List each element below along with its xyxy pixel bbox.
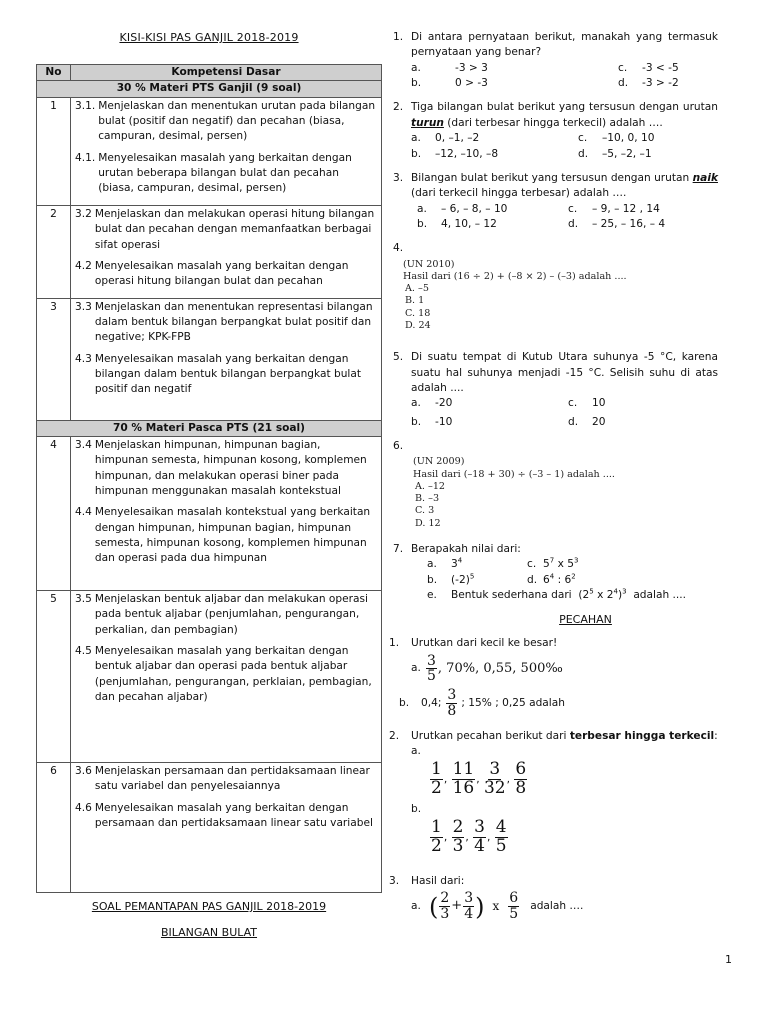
row-number: 5 [37,590,71,762]
option-b: $\frac{1}{2}$ , $\frac{2}{3}$ , $\frac{3}{4}$ , $\frac{4}{5}$ [431,817,507,857]
competency-item: 4.1. Menyelesaikan masalah yang berkaitan dengan urutan beberapa bilangan bulat dan pecahan (biasa, campuran, desimal, persen) [75,151,352,195]
right-column [389,30,718,931]
pecahan-question-2: 2. Urutkan pecahan berikut dari terbesar hingga terkecil: a. $\frac{1}{2}$ , $\frac{11}{16}$ , $\frac{3}{32}$ , $\frac{6}{8}$ b. $\frac{1}{2}$ , $\frac{2}{3}$ , $\frac{3}{4}$ , $\frac{4}{5}$ [389,729,718,857]
question-text: Di antara pernyataan berikut, manakah yang termasuk pernyataan yang benar? [411,31,718,59]
option-a-label: a. [411,744,421,757]
option-a: A. –12 [415,480,446,492]
option-c: C. 3 [415,505,435,517]
header-no: No [37,64,71,80]
row-number: 2 [37,205,71,298]
question-1: 1. Di antara pernyataan berikut, manakah yang termasuk pernyataan yang benar? a. -3 > 3 c. -3 < -5 b. 0 > -3 d. -3 > -2 [393,30,718,91]
option-d: d. -3 > -2 [618,77,679,90]
question-text: Urutkan dari kecil ke besar! [411,637,558,650]
option-d: d. 20 [568,415,606,428]
competency-item: 4.4 Menyelesaikan masalah kontekstual yang berkaitan dengan himpunan, himpunan bagian, himpunan semesta, himpunan kosong, komplemen himpunan dan operasi pada dua himpunan [75,506,371,565]
table-row [37,590,382,762]
document-title: KISI-KISI PAS GANJIL 2018-2019 [119,31,299,44]
question-5: 5. Di suatu tempat di Kutub Utara suhunya -5 °C, karena suatu hal suhunya menjadi -15 °C. Selisih suhu di atas adalah .... a. -20 c. 10 b. -10 d. 20 [393,350,718,430]
option-c: c. 10 [568,397,606,410]
table-row [37,97,382,205]
section-pasca-pts: 70 % Materi Pasca PTS (21 soal) [37,420,382,436]
option-b: b. 4, 10, – 12 [417,217,497,230]
option-c: C. 18 [405,307,431,319]
question-text: Bilangan bulat berikut yang tersusun dengan urutan naik (dari terkecil hingga terbesar) adalah …. [411,171,718,200]
option-a: A. –5 [405,283,429,295]
option-d: d. – 25, – 16, – 4 [568,217,666,230]
competency-item: 4.3 Menyelesaikan masalah yang berkaitan dengan bilangan dalam bentuk bilangan berpangkat bulat positif dan negatif [75,352,361,396]
table-row [37,436,382,590]
option-c: c. –10, 0, 10 [578,132,655,145]
competency-item: 3.3 Menjelaskan dan menentukan representasi bilangan dalam bentuk bilangan berpangkat bulat positif dan negative; KPK-FPB [75,300,373,344]
competency-item: 3.6 Menjelaskan persamaan dan pertidaksamaan linear satu variabel dan penyelesaiannya [75,764,370,793]
section-pts-ganjil: 30 % Materi PTS Ganjil (9 soal) [37,81,382,97]
row-number: 6 [37,762,71,892]
page-number: 1 [725,953,732,967]
pecahan-question-3: 3. Hasil dari: a. ( $\frac{2}{3}$ + $\frac{3}{4}$ ) x $\frac{6}{5}$ adalah …. [389,874,718,922]
question-7: 7. Berapakah nilai dari: a. $3^4$ c. $5^7$ x $5^3$ b. $(-2)^5$ d. $6^4$ : $6^2$ e. Bentuk sederhana dari ($2^5$ x $2^4)^3$ adalah .... [393,542,718,603]
table-row [37,205,382,298]
option-b: B. 1 [405,295,425,307]
option-d: d. –5, –2, –1 [578,147,652,160]
option-a: a. ( $\frac{2}{3}$ + $\frac{3}{4}$ ) x $\frac{6}{5}$ adalah …. [411,890,584,922]
row-number: 4 [37,436,71,590]
option-b: b. –12, –10, –8 [411,147,499,160]
question-text: Urutkan pecahan berikut dari terbesar hingga terkecil: [411,729,718,742]
competency-item: 3.4 Menjelaskan himpunan, himpunan bagian, himpunan semesta, himpunan kosong, komplemen himpunan, dan melakukan operasi biner pada himpunan menggunakan masalah kontekstual [75,438,367,498]
option-b: b. 0,4; $\frac{3}{8}$ ; 15% ; 0,25 adalah [399,687,565,719]
question-3: 3. Bilangan bulat berikut yang tersusun dengan urutan naik (dari terkecil hingga terbesar) adalah …. a. – 6, – 8, – 10 c. – 9, – 12 , 14 b. 4, 10, – 12 d. – 25, – 16, – 4 [393,171,718,232]
competency-item: 3.2 Menjelaskan dan melakukan operasi hitung bilangan bulat dan pecahan dengan memanfaatkan berbagai sifat operasi [75,207,375,251]
option-a: a. – 6, – 8, – 10 [417,202,508,215]
option-d: D. 24 [405,320,431,331]
option-a: a. $\frac{3}{5}$ , 70%, 0,55, 500‰ [411,652,563,685]
table-row [37,298,382,420]
question-text: Hasil dari: [411,874,465,887]
option-b: b. -10 [411,415,453,428]
question-6-image: (UN 2009) Hasil dari (–18 + 30) ÷ (–3 – 1) adalah .... A. –12 B. –3 C. 3 D. 12 [409,456,718,530]
competency-item: 4.5 Menyelesaikan masalah yang berkaitan dengan bentuk aljabar dan operasi pada bentuk aljabar (penjumlahan, pengurangan, perklaian, pembagian, dan pecahan aljabar) [75,645,372,704]
option-c: c. $5^7$ x $5^3$ [527,556,579,571]
option-b: b. 0 > -3 [411,77,488,90]
competency-item: 4.2 Menyelesaikan masalah yang berkaitan dengan operasi hitung bilangan bulat dan pecahan [75,259,349,288]
option-c: c. – 9, – 12 , 14 [568,202,660,215]
row-number: 3 [37,298,71,420]
competency-item: 3.5 Menjelaskan bentuk aljabar dan melakukan operasi pada bentuk aljabar (penjumlahan, pengurangan, perkalian, dan pembagian) [75,592,368,636]
row-number: 1 [37,97,71,205]
table-row [37,762,382,892]
kisi-kisi-table [36,64,382,893]
bilangan-bulat-title: BILANGAN BULAT [160,925,258,939]
option-c: c. -3 < -5 [618,61,679,74]
option-a: a. 0, –1, –2 [411,132,480,145]
competency-item: 3.1. Menjelaskan dan menentukan urutan pada bilangan bulat (positif dan negatif) dan pecahan (biasa, campuran, desimal, persen) [75,99,376,143]
question-text: Tiga bilangan bulat berikut yang tersusun dengan urutan turun (dari terbesar hingga terkecil) adalah …. [411,101,718,129]
header-kompetensi: Kompetensi Dasar [71,64,382,80]
option-d: d. $6^4$ : $6^2$ [527,572,576,586]
pecahan-title: PECAHAN [559,613,612,627]
option-b-label: b. [411,802,422,815]
pecahan-question-1: 1. Urutkan dari kecil ke besar! a. $\frac{3}{5}$ , 70%, 0,55, 500‰ b. 0,4; $\frac{3}{8}$ ; 15% ; 0,25 adalah [389,636,718,718]
left-column [36,30,382,941]
question-4: 4. [393,242,404,255]
option-b: B. –3 [415,493,440,505]
question-2: 2. Tiga bilangan bulat berikut yang tersusun dengan urutan turun (dari terbesar hingga terkecil) adalah …. a. 0, –1, –2 c. –10, 0, 10 b. –12, –10, –8 d. –5, –2, –1 [393,100,718,161]
competency-item: 4.6 Menyelesaikan masalah yang berkaitan dengan persamaan dan pertidaksamaan linear satu variabel [75,801,373,830]
question-6: 6. [393,440,404,453]
option-d: D. 12 [415,517,441,529]
option-b: b. $(-2)^5$ [427,572,475,586]
option-a: a. -3 > 3 [411,61,488,74]
question-4-image: (UN 2010) Hasil dari (16 ÷ 2) + (–8 × 2) – (–3) adalah .... A. –5 B. 1 C. 18 D. 24 [399,259,718,333]
soal-title: SOAL PEMANTAPAN PAS GANJIL 2018-2019 [91,899,327,913]
question-text: Berapakah nilai dari: [411,543,521,556]
option-a: $\frac{1}{2}$ , $\frac{11}{16}$ , $\frac{3}{32}$ , $\frac{6}{8}$ [431,759,527,799]
option-a: a. $3^4$ [427,556,463,571]
option-a: a. -20 [411,397,453,410]
option-e: e. Bentuk sederhana dari ($2^5$ x $2^4)^3$ adalah .... [427,587,687,602]
question-text: Di suatu tempat di Kutub Utara suhunya -5 °C, karena suatu hal suhunya menjadi -15 °C. Selisih suhu di atas adalah .... [411,351,718,394]
